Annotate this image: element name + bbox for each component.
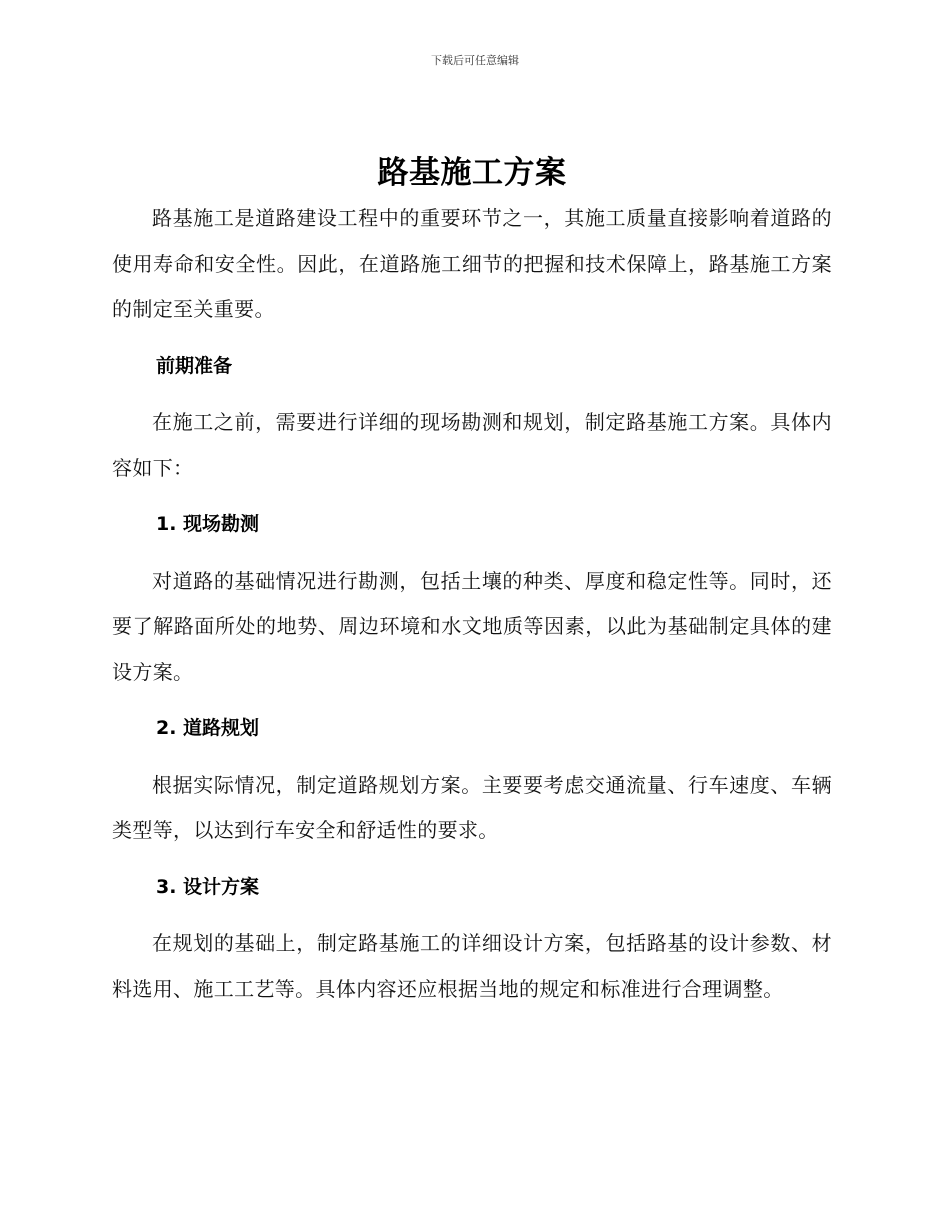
section-heading-site-survey: 1. 现场勘测 [156,513,260,535]
page-header-note: 下载后可任意编辑 [431,54,519,67]
section-body-road-planning: 根据实际情况，制定道路规划方案。主要要考虑交通流量、行车速度、车辆类型等，以达到行车安全和舒适性的要求。 [112,772,832,842]
spacer [112,548,832,559]
document-body [112,150,832,1012]
spacer [112,910,832,921]
spacer [112,491,832,502]
spacer [112,752,832,763]
document-title: 路基施工方案 [377,155,567,191]
section-body-site-survey: 对道路的基础情况进行勘测，包括土壤的种类、厚度和稳定性等。同时，还要了解路面所处的地势、周边环境和水文地质等因素，以此为基础制定具体的建设方案。 [112,568,832,684]
section-heading-design-plan: 3. 设计方案 [156,875,260,898]
spacer [112,389,832,400]
section-heading-preparation: 前期准备 [156,354,233,377]
section-body-design-plan: 在规划的基础上，制定路基施工的详细设计方案，包括路基的设计参数、材料选用、施工工艺等。具体内容还应根据当地的规定和标准进行合理调整。 [112,931,832,1001]
section-body-preparation: 在施工之前，需要进行详细的现场勘测和规划，制定路基施工方案。具体内容如下： [112,410,832,480]
spacer [112,854,832,865]
section-heading-road-planning: 2. 道路规划 [156,717,260,739]
intro-paragraph: 路基施工是道路建设工程中的重要环节之一，其施工质量直接影响着道路的使用寿命和安全性。因此，在道路施工细节的把握和技术保障上，路基施工方案的制定至关重要。 [112,206,832,321]
spacer [112,333,832,344]
spacer [112,695,832,706]
